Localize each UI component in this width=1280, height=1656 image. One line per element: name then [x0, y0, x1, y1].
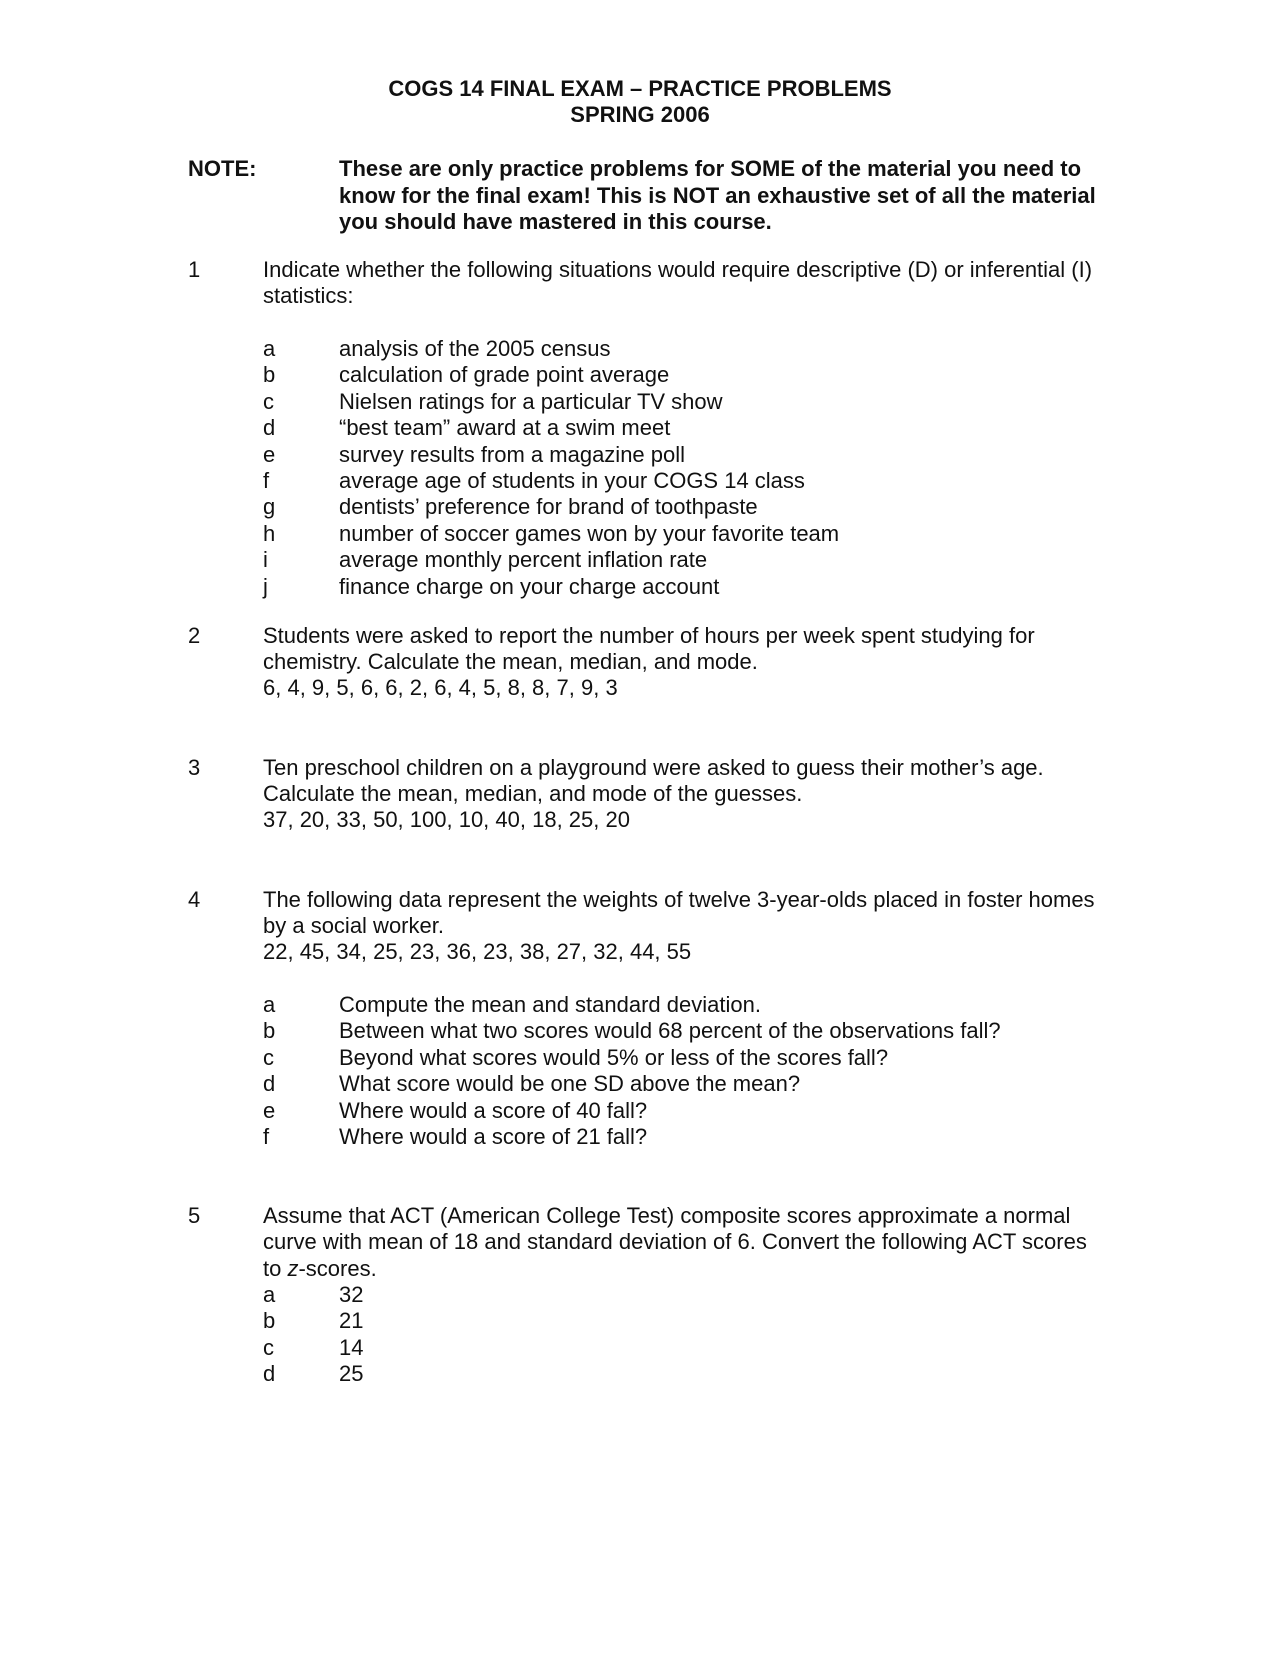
item-letter: g	[263, 494, 276, 520]
item-letter: e	[263, 1097, 276, 1123]
list-item	[263, 442, 1103, 468]
list-item	[263, 1335, 1103, 1361]
list-item	[263, 992, 1103, 1018]
item-letter: a	[263, 336, 276, 361]
list-item	[263, 468, 1103, 494]
item-letter: b	[263, 1308, 276, 1334]
item-text: dentists’ preference for brand of toothpaste	[339, 494, 758, 520]
item-text: Between what two scores would 68 percent of the observations fall?	[339, 1018, 1001, 1044]
item-text: average monthly percent inflation rate	[339, 547, 708, 573]
item-letter: a	[263, 992, 276, 1017]
question-1-text: Indicate whether the following situations would require descriptive (D) or inferential (I) statistics:	[263, 257, 1093, 309]
question-3-number: 3	[188, 755, 201, 780]
question-5-text-main: Assume that ACT (American College Test) composite scores approximate a normal curve with mean of 18 and standard deviation of 6. Convert the following ACT scores to	[263, 1203, 1087, 1281]
list-item	[263, 1124, 1103, 1150]
item-letter: c	[263, 388, 274, 414]
list-item	[263, 494, 1103, 520]
item-text: What score would be one SD above the mean?	[339, 1071, 801, 1097]
item-letter: j	[263, 573, 268, 599]
item-text: calculation of grade point average	[339, 362, 670, 388]
question-2-text: Students were asked to report the number of hours per week spent studying for chemistry. Calculate the mean, median, and mode.	[263, 623, 1035, 675]
question-3-data: 37, 20, 33, 50, 100, 10, 40, 18, 25, 20	[263, 807, 630, 832]
item-letter: d	[263, 415, 276, 441]
item-letter: e	[263, 441, 276, 467]
question-1-number: 1	[188, 257, 201, 282]
list-item	[263, 1282, 1103, 1308]
item-text: 32	[339, 1282, 364, 1307]
item-text: analysis of the 2005 census	[339, 336, 611, 361]
item-letter: b	[263, 1018, 276, 1044]
item-letter: c	[263, 1334, 274, 1360]
list-item	[263, 547, 1103, 573]
item-text: 25	[339, 1361, 364, 1387]
item-text: 21	[339, 1308, 364, 1334]
item-letter: h	[263, 520, 276, 546]
item-letter: f	[263, 467, 270, 493]
item-text: “best team” award at a swim meet	[339, 415, 671, 441]
item-text: survey results from a magazine poll	[339, 441, 686, 467]
question-5-number: 5	[188, 1203, 201, 1228]
item-letter: c	[263, 1044, 274, 1070]
item-letter: f	[263, 1123, 270, 1149]
item-text: 14	[339, 1334, 364, 1360]
exam-term: SPRING 2006	[570, 102, 710, 127]
question-4-text: The following data represent the weights of twelve 3-year-olds placed in foster homes by a social worker.	[263, 887, 1095, 939]
list-item	[263, 521, 1103, 547]
item-letter: b	[263, 362, 276, 388]
question-2-data: 6, 4, 9, 5, 6, 6, 2, 6, 4, 5, 8, 8, 7, 9, 3	[263, 675, 618, 700]
question-5-text-italic: z	[287, 1255, 299, 1281]
question-5-text	[263, 1203, 1103, 1282]
question-4-number: 4	[188, 887, 201, 912]
item-letter: d	[263, 1361, 276, 1387]
list-item	[263, 415, 1103, 441]
list-item	[263, 1098, 1103, 1124]
question-2-number: 2	[188, 623, 201, 648]
question-5-items	[263, 1282, 1103, 1388]
list-item	[263, 389, 1103, 415]
list-item	[263, 1045, 1103, 1071]
item-text: Beyond what scores would 5% or less of the scores fall?	[339, 1044, 889, 1070]
item-text: Nielsen ratings for a particular TV show	[339, 388, 723, 414]
list-item	[263, 574, 1103, 600]
list-item	[263, 362, 1103, 388]
question-1-items	[263, 336, 1103, 600]
note-text: These are only practice problems for SOME of the material you need to know for the final exam! This is NOT an exhaustive set of all the material you should have mastered in this course.	[339, 156, 1096, 234]
note-label: NOTE:	[188, 156, 257, 181]
question-5-text-end: -scores.	[298, 1255, 377, 1281]
list-item	[263, 1071, 1103, 1097]
item-letter: i	[263, 547, 268, 573]
item-text: number of soccer games won by your favorite team	[339, 520, 840, 546]
item-text: Where would a score of 21 fall?	[339, 1123, 648, 1149]
item-text: finance charge on your charge account	[339, 573, 720, 599]
question-4-items	[263, 992, 1103, 1150]
item-text: Compute the mean and standard deviation.	[339, 992, 761, 1017]
item-text: average age of students in your COGS 14 class	[339, 467, 805, 493]
exam-title: COGS 14 FINAL EXAM – PRACTICE PROBLEMS	[388, 76, 892, 101]
list-item	[263, 1018, 1103, 1044]
item-text: Where would a score of 40 fall?	[339, 1097, 648, 1123]
list-item	[263, 336, 1103, 362]
list-item	[263, 1308, 1103, 1334]
question-3-text: Ten preschool children on a playground were asked to guess their mother’s age. Calculate the mean, median, and mode of the guesses.	[263, 755, 1044, 807]
item-letter: d	[263, 1071, 276, 1097]
list-item	[263, 1361, 1103, 1387]
question-4-data: 22, 45, 34, 25, 23, 36, 23, 38, 27, 32, 44, 55	[263, 939, 692, 964]
item-letter: a	[263, 1282, 276, 1307]
